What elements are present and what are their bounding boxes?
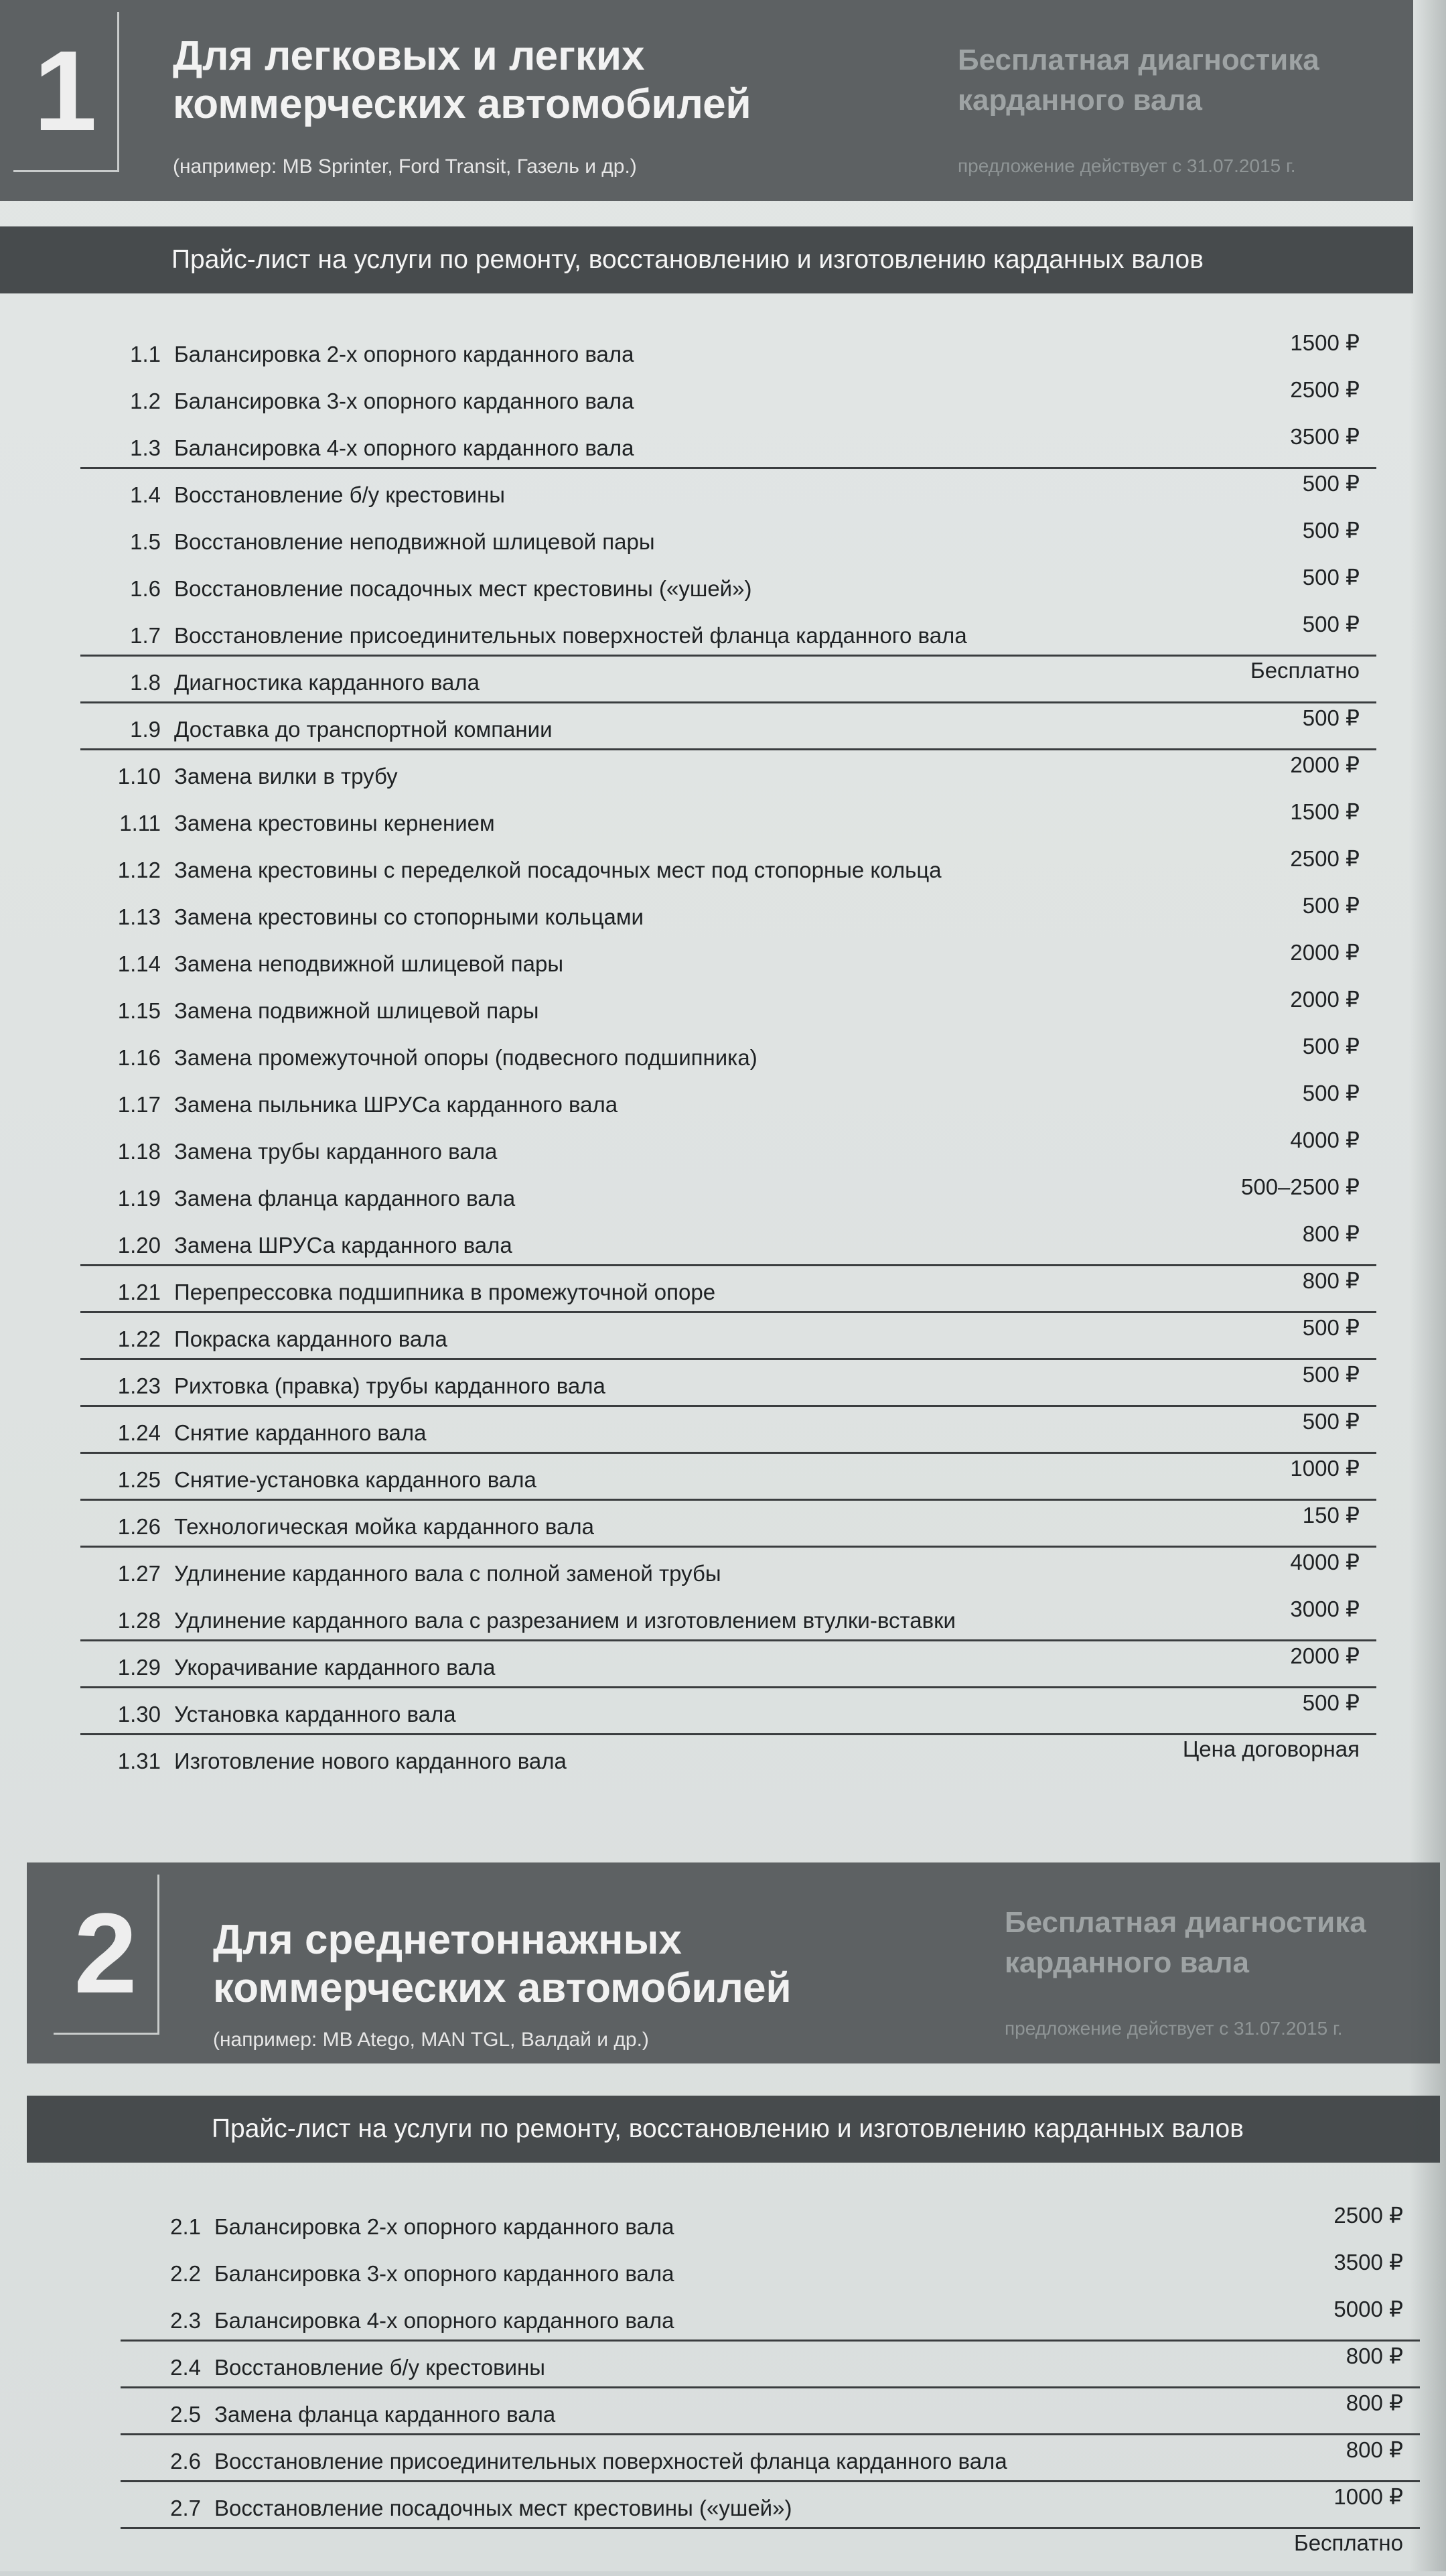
section1-row <box>100 1641 1360 1688</box>
section1-row <box>100 797 1360 844</box>
section1-row <box>100 469 1360 516</box>
section1-row-price: 500 ₽ <box>1302 612 1360 636</box>
section1-row-service: Замена промежуточной опоры (подвесного подшипника) <box>174 1045 757 1070</box>
section1-row-number: 1.17 <box>117 1092 161 1117</box>
section2-row-price: 800 ₽ <box>1346 2390 1403 2415</box>
section1-row-number: 1.10 <box>117 764 161 789</box>
section1-row-service: Установка карданного вала <box>174 1702 456 1726</box>
section1-row-number: 1.3 <box>130 435 161 460</box>
section1-row-price: 1500 ₽ <box>1290 799 1360 824</box>
section2-row-service: Замена фланца карданного вала <box>214 2402 556 2427</box>
section1-pricelist-band <box>0 226 1413 293</box>
section1-row-number: 1.6 <box>130 576 161 601</box>
section1-row-service: Изготовление нового карданного вала <box>174 1749 567 1773</box>
section1-row-service: Замена трубы карданного вала <box>174 1139 498 1164</box>
section1-row <box>100 938 1360 985</box>
section1-row-price: 800 ₽ <box>1302 1221 1360 1246</box>
section2-example: (например: MB Atego, MAN TGL, Валдай и др.) <box>213 2029 649 2051</box>
section1-row-number: 1.4 <box>130 482 161 507</box>
section1-row-number: 1.20 <box>117 1233 161 1258</box>
section1-row-price: 500 ₽ <box>1302 893 1360 918</box>
section1-row-number: 1.12 <box>117 858 161 882</box>
section1-row-number: 1.21 <box>117 1280 161 1304</box>
section1-row-service: Замена неподвижной шлицевой пары <box>174 951 564 976</box>
section2-row-price: 2500 ₽ <box>1333 2203 1403 2228</box>
section1-row-service: Рихтовка (правка) трубы карданного вала <box>174 1373 605 1398</box>
section2-row-number: 2.6 <box>170 2449 201 2473</box>
section1-row-number: 1.19 <box>117 1186 161 1211</box>
section1-row-service: Восстановление б/у крестовины <box>174 482 505 507</box>
section1-row-service: Замена крестовины кернением <box>174 811 495 835</box>
section1-row <box>100 844 1360 891</box>
section2-row-service: Восстановление присоединительных поверхностей фланца карданного вала <box>214 2449 1007 2473</box>
section1-row <box>100 610 1360 657</box>
section1-row-service: Замена пыльника ШРУСа карданного вала <box>174 1092 618 1117</box>
section1-row-service: Диагностика карданного вала <box>174 670 480 695</box>
section1-row-service: Удлинение карданного вала с разрезанием и изготовлением втулки-вставки <box>174 1608 956 1633</box>
section1-row-service: Перепрессовка подшипника в промежуточной опоре <box>174 1280 716 1304</box>
section1-offer-line1: Бесплатная диагностика <box>958 44 1319 76</box>
section2-row-price: 1000 ₽ <box>1333 2484 1403 2509</box>
section2-row-price: 5000 ₽ <box>1333 2297 1403 2321</box>
section1-row-number: 1.31 <box>117 1749 161 1773</box>
section1-row-service: Снятие карданного вала <box>174 1420 427 1445</box>
section1-row-price: 500 ₽ <box>1302 518 1360 543</box>
section1-row <box>100 1407 1360 1454</box>
section1-row <box>100 1548 1360 1595</box>
section1-row-number: 1.28 <box>117 1608 161 1633</box>
section2-row-number: 2.1 <box>170 2214 201 2239</box>
section2-row-price: 800 ₽ <box>1346 2437 1403 2462</box>
section1-row-number: 1.2 <box>130 389 161 413</box>
section1-row-number: 1.14 <box>117 951 161 976</box>
section2-row <box>141 2295 1403 2342</box>
section1-row <box>100 891 1360 938</box>
section1-row-price: 1500 ₽ <box>1290 330 1360 355</box>
section2-row <box>141 2388 1403 2435</box>
section2-row-price: 800 ₽ <box>1346 2344 1403 2368</box>
section1-row-price: 2000 ₽ <box>1290 752 1360 777</box>
section1-row-price: 500 ₽ <box>1302 1409 1360 1434</box>
section1-number: 1 <box>13 12 119 172</box>
section1-row-price: 500 ₽ <box>1302 1315 1360 1340</box>
section1-row-price: 500 ₽ <box>1302 471 1360 496</box>
section2-row <box>141 2435 1403 2482</box>
section2-row-price: Бесплатно <box>1294 2530 1403 2555</box>
section1-row-service: Замена крестовины с переделкой посадочных мест под стопорные кольца <box>174 858 942 882</box>
section1-row-service: Удлинение карданного вала с полной заменой трубы <box>174 1561 721 1586</box>
section1-row-service: Технологическая мойка карданного вала <box>174 1514 594 1539</box>
section1-row-number: 1.7 <box>130 623 161 648</box>
section1-example: (например: MB Sprinter, Ford Transit, Газель и др.) <box>173 155 637 178</box>
section1-row <box>100 657 1360 703</box>
section1-band-text: Прайс-лист на услуги по ремонту, восстановлению и изготовлению карданных валов <box>171 245 1204 274</box>
section1-row-price: 4000 ₽ <box>1290 1550 1360 1574</box>
section1-row-price: 3000 ₽ <box>1290 1597 1360 1621</box>
section2-number: 2 <box>54 1875 159 2035</box>
section2-offer-line1: Бесплатная диагностика <box>1005 1906 1366 1939</box>
section2-price-table <box>141 2201 1403 2576</box>
section1-row-price: 3500 ₽ <box>1290 424 1360 449</box>
section1-row-price: 4000 ₽ <box>1290 1128 1360 1152</box>
section2-offer-line2: карданного вала <box>1005 1946 1249 1979</box>
section1-row <box>100 1126 1360 1172</box>
section1-row <box>100 985 1360 1032</box>
section2-row-service: Восстановление б/у крестовины <box>214 2355 545 2380</box>
section1-row-service: Восстановление неподвижной шлицевой пары <box>174 529 655 554</box>
section1-row-price: 500 ₽ <box>1302 1034 1360 1059</box>
section1-title-line1: Для легковых и легких <box>173 33 645 79</box>
section1-row <box>100 1454 1360 1501</box>
section1-row-service: Восстановление присоединительных поверхностей фланца карданного вала <box>174 623 967 648</box>
section2-row <box>141 2529 1403 2576</box>
section1-row <box>100 1266 1360 1313</box>
section1-row-number: 1.29 <box>117 1655 161 1680</box>
section1-row-price: 1000 ₽ <box>1290 1456 1360 1481</box>
section1-row <box>100 1219 1360 1266</box>
section1-row <box>100 328 1360 375</box>
section2-row-service: Восстановление посадочных мест крестовины («ушей») <box>214 2496 792 2520</box>
section2-row-price: 3500 ₽ <box>1333 2250 1403 2275</box>
section1-offer-line2: карданного вала <box>958 84 1202 117</box>
section1-row-number: 1.13 <box>117 904 161 929</box>
section1-row-price: 500 ₽ <box>1302 1690 1360 1715</box>
section1-row-price: 500 ₽ <box>1302 1081 1360 1105</box>
section1-row-service: Замена крестовины со стопорными кольцами <box>174 904 644 929</box>
section1-row-price: 150 ₽ <box>1302 1503 1360 1528</box>
section1-row-service: Балансировка 4-х опорного карданного вала <box>174 435 634 460</box>
section1-row <box>100 375 1360 422</box>
section1-row-price: 500–2500 ₽ <box>1241 1174 1360 1199</box>
section2-row <box>141 2482 1403 2529</box>
section1-row <box>100 750 1360 797</box>
section1-row <box>100 422 1360 469</box>
section1-row-service: Балансировка 2-х опорного карданного вала <box>174 342 634 366</box>
section1-row-number: 1.11 <box>119 811 161 835</box>
section2-row-service: Балансировка 3-х опорного карданного вала <box>214 2261 674 2286</box>
section1-offer-date: предложение действует с 31.07.2015 г. <box>958 155 1296 176</box>
section1-row-price: 2000 ₽ <box>1290 987 1360 1012</box>
section2-row <box>141 2248 1403 2295</box>
section1-row-price: 2500 ₽ <box>1290 846 1360 871</box>
section1-row-service: Укорачивание карданного вала <box>174 1655 496 1680</box>
section1-row-number: 1.15 <box>117 998 161 1023</box>
section2-row-number: 2.4 <box>170 2355 201 2380</box>
section1-row-number: 1.18 <box>117 1139 161 1164</box>
section1-row-price: 2000 ₽ <box>1290 1643 1360 1668</box>
section1-row <box>100 1501 1360 1548</box>
section2-title-line1: Для среднетоннажных <box>213 1917 682 1963</box>
section2-title-line2: коммерческих автомобилей <box>213 1965 792 2011</box>
section1-row-number: 1.27 <box>117 1561 161 1586</box>
section2-row <box>141 2342 1403 2388</box>
section1-row <box>100 1079 1360 1126</box>
section1-row-number: 1.24 <box>117 1420 161 1445</box>
section1-row-number: 1.23 <box>117 1373 161 1398</box>
section1-row-price: Цена договорная <box>1182 1737 1360 1761</box>
section1-row-number: 1.8 <box>130 670 161 695</box>
section1-row-number: 1.1 <box>130 342 161 366</box>
section1-row-price: 500 ₽ <box>1302 1362 1360 1387</box>
section1-row <box>100 516 1360 563</box>
section1-row-number: 1.9 <box>130 717 161 742</box>
section2-row-number: 2.2 <box>170 2261 201 2286</box>
section1-header <box>0 0 1413 201</box>
section1-row-service: Покраска карданного вала <box>174 1327 447 1351</box>
section1-row-price: 500 ₽ <box>1302 705 1360 730</box>
section1-row-price: 2000 ₽ <box>1290 940 1360 965</box>
section1-row-service: Доставка до транспортной компании <box>174 717 553 742</box>
section1-row-price: Бесплатно <box>1250 658 1360 683</box>
section1-row <box>100 1032 1360 1079</box>
section1-row-number: 1.5 <box>130 529 161 554</box>
section1-row <box>100 1313 1360 1360</box>
section1-row-number: 1.26 <box>117 1514 161 1539</box>
section1-row-service: Восстановление посадочных мест крестовины («ушей») <box>174 576 752 601</box>
section1-row <box>100 1735 1360 1782</box>
section1-row-service: Замена ШРУСа карданного вала <box>174 1233 512 1258</box>
section1-price-table <box>100 328 1360 1782</box>
section1-title-line2: коммерческих автомобилей <box>173 81 751 127</box>
section2-offer-date: предложение действует с 31.07.2015 г. <box>1005 2018 1343 2039</box>
section1-row-number: 1.25 <box>117 1467 161 1492</box>
section1-row-number: 1.30 <box>117 1702 161 1726</box>
section1-row <box>100 563 1360 610</box>
section1-row <box>100 1595 1360 1641</box>
section2-row-service: Балансировка 4-х опорного карданного вала <box>214 2308 674 2333</box>
section2-row-service: Балансировка 2-х опорного карданного вала <box>214 2214 674 2239</box>
section1-row <box>100 1172 1360 1219</box>
section2-pricelist-band <box>27 2096 1440 2163</box>
section1-row-price: 2500 ₽ <box>1290 377 1360 402</box>
section1-row-service: Снятие-установка карданного вала <box>174 1467 536 1492</box>
section1-row-price: 800 ₽ <box>1302 1268 1360 1293</box>
section2-row-number: 2.7 <box>170 2496 201 2520</box>
section1-row-number: 1.22 <box>117 1327 161 1351</box>
section1-row-service: Балансировка 3-х опорного карданного вала <box>174 389 634 413</box>
section1-row-service: Замена подвижной шлицевой пары <box>174 998 539 1023</box>
section2-row-number: 2.3 <box>170 2308 201 2333</box>
section1-row-service: Замена вилки в трубу <box>174 764 398 789</box>
section1-row <box>100 1360 1360 1407</box>
section2-row-number: 2.5 <box>170 2402 201 2427</box>
page-edge-shadow <box>1409 0 1446 2571</box>
section1-row-price: 500 ₽ <box>1302 565 1360 590</box>
section2-header <box>27 1862 1440 2063</box>
section1-row <box>100 703 1360 750</box>
section2-row <box>141 2201 1403 2248</box>
section1-row-number: 1.16 <box>117 1045 161 1070</box>
section2-band-text: Прайс-лист на услуги по ремонту, восстановлению и изготовлению карданных валов <box>212 2114 1244 2143</box>
section1-row-service: Замена фланца карданного вала <box>174 1186 516 1211</box>
section1-row <box>100 1688 1360 1735</box>
